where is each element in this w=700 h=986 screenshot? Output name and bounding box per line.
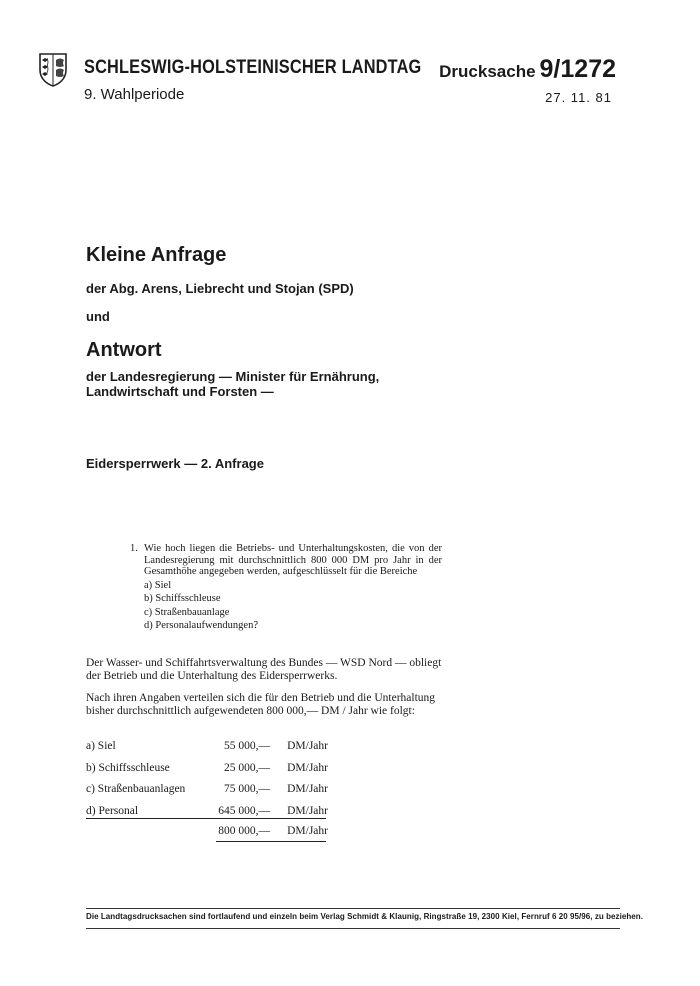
document-date: 27. 11. 81 bbox=[545, 90, 612, 105]
table-row bbox=[86, 740, 328, 762]
answer-paragraph-2: Nach ihren Angaben verteilen sich die für den Betrieb und die Unterhaltung bisher durchschnittlich aufgewendeten 800 000,— DM / Jahr wie folgt: bbox=[86, 692, 436, 717]
question-item: c) Straßenbauanlage bbox=[144, 606, 230, 618]
question-item: d) Personalaufwendungen? bbox=[144, 620, 259, 631]
cost-label: b) Schiffsschleuse bbox=[86, 761, 170, 774]
table-row bbox=[86, 783, 328, 805]
cost-unit: DM/Jahr bbox=[287, 804, 328, 817]
parliament-title: SCHLESWIG-HOLSTEINISCHER LANDTAG bbox=[84, 57, 422, 78]
responder: der Landesregierung — Minister für Ernährung, Landwirtschaft und Forsten — bbox=[86, 369, 380, 399]
heading-antwort: Antwort bbox=[86, 339, 162, 361]
heading-kleine-anfrage: Kleine Anfrage bbox=[86, 244, 227, 266]
cost-unit: DM/Jahr bbox=[287, 761, 328, 774]
cost-amount: 645 000,— bbox=[218, 804, 270, 817]
footer-divider bbox=[86, 908, 620, 909]
table-row bbox=[86, 762, 328, 784]
cost-unit: DM/Jahr bbox=[287, 740, 328, 752]
cost-unit: DM/Jahr bbox=[287, 783, 328, 795]
cost-label: a) Siel bbox=[86, 740, 116, 752]
conjunction: und bbox=[86, 309, 110, 324]
sum-divider bbox=[86, 818, 326, 819]
drucksache bbox=[439, 55, 616, 84]
cost-amount: 25 000,— bbox=[224, 761, 270, 774]
drucksache-label: Drucksache bbox=[439, 62, 536, 81]
election-period: 9. Wahlperiode bbox=[84, 86, 185, 103]
question-text: Wie hoch liegen die Betriebs- und Unterhaltungskosten, die von der Landesregierung mit durchschnittlich 800 000 DM pro Jahr in der Gesamthöhe angegeben werden, aufgeschlüsselt für die Bereiche bbox=[144, 543, 442, 577]
total-amount: 800 000,— bbox=[218, 825, 270, 837]
total-unit: DM/Jahr bbox=[287, 825, 328, 837]
total-row bbox=[86, 825, 328, 841]
question-items bbox=[144, 580, 442, 634]
cost-table bbox=[86, 740, 328, 826]
question-item: b) Schiffsschleuse bbox=[144, 593, 221, 604]
topic: Eidersperrwerk — 2. Anfrage bbox=[86, 456, 264, 471]
question-item: a) Siel bbox=[144, 579, 172, 591]
cost-label: d) Personal bbox=[86, 804, 139, 817]
question-block bbox=[130, 543, 442, 634]
drucksache-number: 9/1272 bbox=[539, 55, 616, 83]
cost-label: c) Straßenbauanlagen bbox=[86, 783, 186, 795]
total-underline bbox=[216, 841, 326, 842]
footer-divider bbox=[86, 928, 620, 929]
cost-amount: 75 000,— bbox=[224, 783, 270, 795]
answer-paragraph-1: Der Wasser- und Schiffahrtsverwaltung des Bundes — WSD Nord — obliegt der Betrieb und die Unterhaltung des Eidersperrwerks. bbox=[86, 657, 442, 682]
cost-amount: 55 000,— bbox=[224, 740, 270, 752]
question-number: 1. bbox=[130, 543, 138, 554]
authors: der Abg. Arens, Liebrecht und Stojan (SPD) bbox=[86, 281, 354, 296]
table-row bbox=[86, 805, 328, 827]
coat-of-arms-icon bbox=[38, 52, 68, 88]
footer-note: Die Landtagsdrucksachen sind fortlaufend und einzeln beim Verlag Schmidt & Klaunig, Ringstraße 19, 2300 Kiel, Fernruf 6 20 95/96, zu beziehen. bbox=[86, 912, 644, 921]
